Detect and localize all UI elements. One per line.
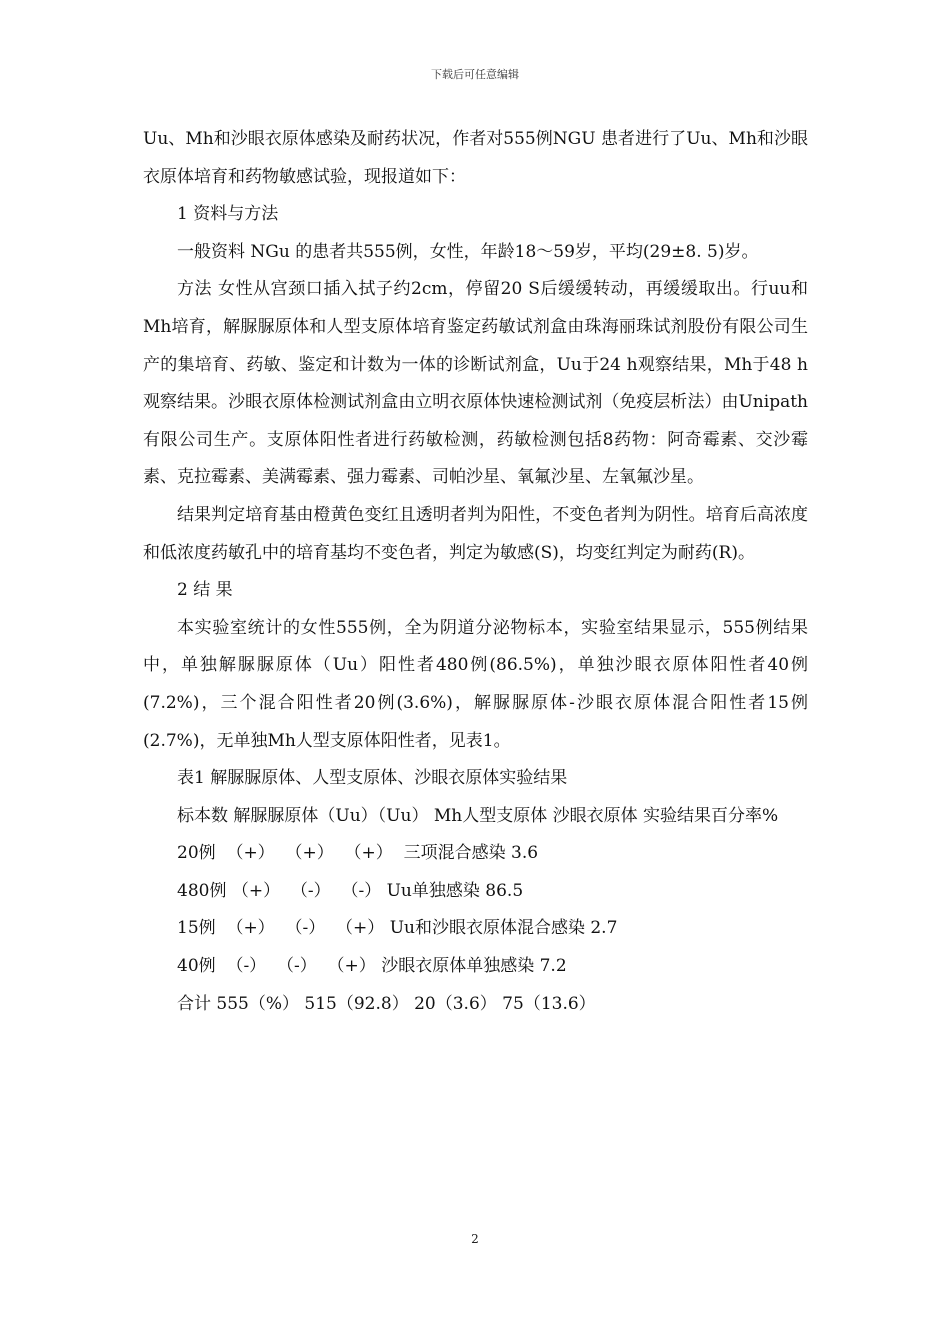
result-criteria-paragraph: 结果判定培育基由橙黄色变红且透明者判为阳性，不变色者判为阴性。培育后高浓度和低浓度药敏孔中的培育基均不变色者，判定为敏感(S)，均变红判定为耐药(R)。	[143, 504, 808, 563]
table-row: 20例 （+） （+） （+） 三项混合感染 3.6	[177, 843, 539, 864]
section-1-title: 1 资料与方法	[177, 204, 279, 225]
section-2-title: 2 结 果	[177, 580, 233, 601]
page-number: 2	[471, 1232, 479, 1246]
method-paragraph: 方法 女性从宫颈口插入拭子约2cm，停留20 S后缓缓转动，再缓缓取出。行uu和Mh培育，解脲脲原体和人型支原体培育鉴定药敏试剂盒由珠海丽珠试剂股份有限公司生产的集培育、药敏、鉴定和计数为一体的诊断试剂盒，Uu于24 h观察结果，Mh于48 h观察结果。沙眼衣原体检测试剂盒由立明衣原体快速检测试剂（免疫层析法）由Unipath有限公司生产。支原体阳性者进行药敏检测，药敏检测包括8药物：阿奇霉素、交沙霉素、克拉霉素、美满霉素、强力霉素、司帕沙星、氧氟沙星、左氧氟沙星。	[143, 279, 808, 488]
results-paragraph: 本实验室统计的女性555例，全为阴道分泌物标本，实验室结果显示，555例结果中，单独解脲脲原体（Uu）阳性者480例(86.5%)，单独沙眼衣原体阳性者40例(7.2%)，三个混合阳性者20例(3.6%)，解脲脲原体-沙眼衣原体混合阳性者15例(2.7%)，无单独Mh人型支原体阳性者，见表1。	[143, 617, 808, 751]
table-title: 表1 解脲脲原体、人型支原体、沙眼衣原体实验结果	[177, 768, 568, 789]
intro-paragraph: Uu、Mh和沙眼衣原体感染及耐药状况，作者对555例NGU 患者进行了Uu、Mh和沙眼衣原体培育和药物敏感试验，现报道如下：	[143, 129, 808, 187]
table-total-row: 合计 555（%） 515（92.8） 20（3.6） 75（13.6）	[177, 993, 596, 1014]
table-row: 15例 （+） （-） （+） Uu和沙眼衣原体混合感染 2.7	[177, 918, 618, 939]
general-info-paragraph: 一般资料 NGu 的患者共555例，女性，年龄18～59岁，平均(29±8. 5)岁。	[177, 241, 759, 262]
table-row: 40例 （-） （-） （+） 沙眼衣原体单独感染 7.2	[177, 956, 567, 977]
page-header: 下载后可任意编辑	[431, 68, 519, 81]
table-header: 标本数 解脲脲原体（Uu）（Uu） Mh人型支原体 沙眼衣原体 实验结果百分率%	[177, 805, 779, 826]
document-body	[143, 121, 808, 1023]
table-row: 480例 （+） （-） （-） Uu单独感染 86.5	[177, 880, 524, 901]
